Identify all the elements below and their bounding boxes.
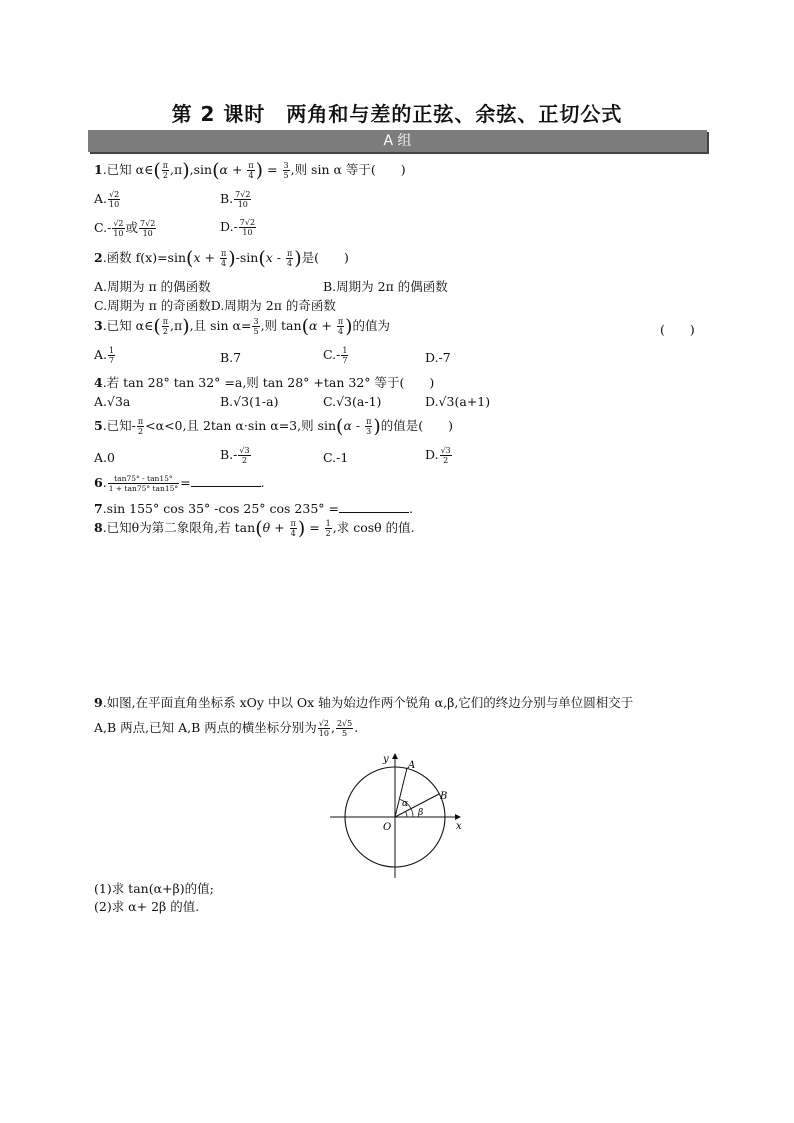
q1-frac-rhs: $\frac{3}{5}$ <box>283 161 289 180</box>
q1-frac-pi4: $\frac{\pi}{4}$ <box>248 161 254 180</box>
q4-option-c[interactable]: C.√3(a-1) <box>323 394 382 409</box>
q2-option-a[interactable]: A.周期为 π 的偶函数 <box>94 279 211 294</box>
group-band: A 组 <box>88 130 707 152</box>
q1-frac-pi2: $\frac{\pi}{2}$ <box>162 161 169 180</box>
q2-number: 2 <box>94 250 103 265</box>
q4-number: 4 <box>94 375 103 390</box>
q3-option-b[interactable]: B.7 <box>220 350 242 365</box>
q2-option-b[interactable]: B.周期为 2π 的偶函数 <box>323 279 448 294</box>
y-label: y <box>383 754 389 765</box>
q1-option-d[interactable]: D.- $\frac{7√2}{10}$ <box>220 218 256 237</box>
q3-answer-bracket: ( ) <box>660 322 695 337</box>
x-label: x <box>456 821 462 832</box>
q6-number: 6 <box>94 475 103 490</box>
q5-stem: 5.已知- $\frac{\pi}{2}$ <α<0,且 2tan α·sin α=3,则 sin(α - $\frac{\pi}{3}$ )的值是( ) <box>94 415 454 438</box>
q7-stem: 7.sin 155° cos 35° -cos 25° cos 235° = . <box>94 501 413 516</box>
q9-number: 9 <box>94 695 103 710</box>
origin-label: O <box>383 822 392 833</box>
q5-option-b[interactable]: B.- $\frac{√3}{2}$ <box>220 446 250 465</box>
q2-stem: 2.函数 f(x)=sin(x + $\frac{\pi}{4}$ )-sin(x - $\frac{\pi}{4}$ )是( ) <box>94 247 349 270</box>
q4-option-a[interactable]: A.√3a <box>94 394 131 409</box>
q4-option-b[interactable]: B.√3(1-a) <box>220 394 279 409</box>
q4-option-d[interactable]: D.√3(a+1) <box>425 394 491 409</box>
beta-arc <box>406 811 408 817</box>
q1-number: 1 <box>94 162 103 177</box>
q5-number: 5 <box>94 418 103 433</box>
beta-label: β <box>418 808 424 818</box>
unit-circle-figure <box>320 748 470 883</box>
point-a-label: A <box>408 760 416 771</box>
q9-part1: (1)求 tan(α+β)的值; <box>94 881 214 896</box>
q1-text: .已知 α∈ <box>102 162 154 177</box>
q9-line1: 9.如图,在平面直角坐标系 xOy 中以 Ox 轴为始边作两个锐角 α,β,它们的终边分别与单位圆相交于 <box>94 695 634 710</box>
q6-stem: 6. $\frac{\tan 75^\circ - \tan 15^\circ}{1 + \tan 75^\circ \tan 15^\circ}$ = . <box>94 474 265 493</box>
q3-number: 3 <box>94 318 103 333</box>
q4-stem: 4.若 tan 28° tan 32° =a,则 tan 28° +tan 32° 等于( ) <box>94 375 435 390</box>
q5-option-c[interactable]: C.-1 <box>323 450 349 465</box>
q9-part2: (2)求 α+ 2β 的值. <box>94 899 200 914</box>
q8-number: 8 <box>94 520 103 535</box>
q1-option-b[interactable]: B. $\frac{7√2}{10}$ <box>220 190 251 209</box>
q6-answer-blank[interactable] <box>191 476 261 487</box>
q7-number: 7 <box>94 501 103 516</box>
q3-option-c[interactable]: C.- $\frac{1}{7}$ <box>323 346 348 365</box>
terminal-side-a <box>395 768 407 817</box>
point-b-label: B <box>440 791 448 802</box>
q7-answer-blank[interactable] <box>339 502 409 513</box>
q9-line2: A,B 两点,已知 A,B 两点的横坐标分别为 $\frac{√2}{10}$ , $\frac{2√5}{5}$ . <box>94 719 359 738</box>
q5-option-d[interactable]: D. $\frac{√3}{2}$ <box>425 446 451 465</box>
q1-option-a[interactable]: A. $\frac{√2}{10}$ <box>94 190 120 209</box>
q8-stem: 8.已知θ为第二象限角,若 tan(θ + $\frac{\pi}{4}$ ) = $\frac{1}{2}$ ,求 cosθ 的值. <box>94 517 415 540</box>
q1-option-c[interactable]: C.- $\frac{√2}{10}$ 或 $\frac{7√2}{10}$ <box>94 219 156 238</box>
q1-stem: 1.已知 α∈( $\frac{\pi}{2}$ ,π),sin(α + $\frac{\pi}{4}$ ) = $\frac{3}{5}$ ,则 sin α 等于( ) <box>94 159 406 182</box>
q2-option-cd[interactable]: C.周期为 π 的奇函数D.周期为 2π 的奇函数 <box>94 298 336 313</box>
page-title: 第 2 课时 两角和与差的正弦、余弦、正切公式 <box>171 102 623 126</box>
alpha-label: α <box>402 799 409 809</box>
q3-option-a[interactable]: A. $\frac{1}{7}$ <box>94 346 115 365</box>
q3-stem: 3.已知 α∈( $\frac{\pi}{2}$ ,π),且 sin α= $\frac{3}{5}$ ,则 tan(α + $\frac{\pi}{4}$ )的值为 <box>94 315 391 338</box>
q5-option-a[interactable]: A.0 <box>94 450 115 465</box>
q3-option-d[interactable]: D.-7 <box>425 350 451 365</box>
